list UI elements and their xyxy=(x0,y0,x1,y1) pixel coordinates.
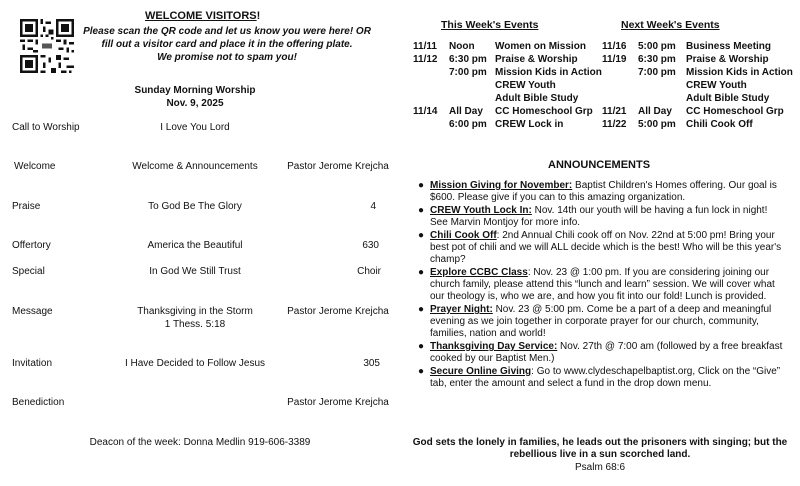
event-time: 5:00 pm xyxy=(638,41,676,52)
announcement-title: Explore CCBC Class xyxy=(430,267,528,278)
announcement-title: Thanksgiving Day Service: xyxy=(430,341,558,352)
announcement-text: : Go to www.clydeschapelbaptist.org, Click on the “Give” tab, enter the amount and select a fund in the drop down menu. xyxy=(430,366,781,389)
announcement-item xyxy=(416,341,786,365)
announcement-item xyxy=(416,304,786,340)
event-date: 11/22 xyxy=(602,119,627,130)
service-detail: Pastor Jerome Krejcha xyxy=(287,161,389,172)
service-content: I Have Decided to Follow Jesus xyxy=(124,358,266,369)
event-name: Women on Mission xyxy=(495,41,586,52)
deacon-of-week: Deacon of the week: Donna Medlin 919-606-3389 xyxy=(89,437,311,448)
announcement-title: Secure Online Giving xyxy=(430,366,532,377)
event-name: CREW Youth xyxy=(495,80,556,91)
event-time: 7:00 pm xyxy=(638,67,676,78)
bullet-icon: ● xyxy=(418,341,425,352)
welcome-line: fill out a visitor card and place it in the offering plate. xyxy=(101,39,353,50)
welcome-title-text: WELCOME VISITORS xyxy=(145,10,257,22)
announcement-title: CREW Youth Lock In: xyxy=(430,205,532,216)
announcement-text: Baptist Children's Homes offering. Our goal is $600. Please give if you can to this amazing organization. xyxy=(430,180,777,203)
service-content: I Love You Lord xyxy=(160,122,230,133)
worship-date: Nov. 9, 2025 xyxy=(166,98,224,109)
worship-title: Sunday Morning Worship xyxy=(134,85,256,96)
event-date: 11/21 xyxy=(602,106,627,117)
event-time: 6:30 pm xyxy=(449,54,487,65)
service-content: America the Beautiful xyxy=(147,240,243,251)
event-name: Business Meeting xyxy=(686,41,772,52)
service-detail: Pastor Jerome Krejcha xyxy=(287,306,389,317)
bullet-icon: ● xyxy=(418,304,425,315)
service-item: Offertory xyxy=(12,240,51,251)
verse-text: God sets the lonely in families, he leads out the prisoners with singing; but the rebellious live in a sun scorched land. xyxy=(412,437,788,460)
service-detail: Pastor Jerome Krejcha xyxy=(287,397,389,408)
welcome-title-suffix: ! xyxy=(256,10,261,22)
service-detail: 630 xyxy=(362,240,379,251)
event-name: Mission Kids in Action xyxy=(495,67,602,78)
event-time: All Day xyxy=(449,106,483,117)
service-item: Special xyxy=(12,266,45,277)
event-name: Adult Bible Study xyxy=(686,93,770,104)
event-time: Noon xyxy=(449,41,475,52)
service-item: Invitation xyxy=(12,358,53,369)
event-name: CC Homeschool Grp xyxy=(495,106,593,117)
service-detail: 305 xyxy=(363,358,380,369)
announcement-item xyxy=(416,205,786,229)
announcement-title: Prayer Night: xyxy=(430,304,493,315)
event-name: CC Homeschool Grp xyxy=(686,106,784,117)
announcement-item xyxy=(416,230,786,266)
announcement-text: Nov. 14th our youth will be having a fun lock in night! See Marvin Montjoy for more info. xyxy=(430,205,768,228)
announcement-item xyxy=(416,180,786,204)
announcement-text: Nov. 23 @ 5:00 pm. Come be a part of a deep and meaningful evening as we join together in corporate prayer for our church, community, families, nation and world! xyxy=(430,304,772,339)
event-name: Praise & Worship xyxy=(495,54,578,65)
event-date: 11/14 xyxy=(413,106,438,117)
bullet-icon: ● xyxy=(418,267,425,278)
event-time: 6:00 pm xyxy=(449,119,487,130)
event-time: 6:30 pm xyxy=(638,54,676,65)
service-item: Message xyxy=(12,306,53,317)
event-date: 11/12 xyxy=(413,54,438,65)
verse-reference: Psalm 68:6 xyxy=(574,462,626,473)
service-detail: Choir xyxy=(357,266,381,277)
this-week-events-title: This Week's Events xyxy=(441,19,539,31)
service-content: To God Be The Glory xyxy=(148,201,242,212)
announcement-text: : 2nd Annual Chili cook off on Nov. 22nd at 5:00 pm! Bring your best pot of chili and we will ALL decide which is the best! Who will be this year's champ? xyxy=(430,230,782,265)
bullet-icon: ● xyxy=(418,230,425,241)
event-name: Mission Kids in Action xyxy=(686,67,793,78)
event-date: 11/19 xyxy=(602,54,627,65)
event-time: 7:00 pm xyxy=(449,67,487,78)
worship-heading xyxy=(100,84,290,110)
event-name: Praise & Worship xyxy=(686,54,769,65)
service-item: Call to Worship xyxy=(12,122,80,133)
welcome-line: Please scan the QR code and let us know you were here! OR xyxy=(83,26,371,37)
announcement-item xyxy=(416,267,786,303)
service-item: Benediction xyxy=(12,397,65,408)
announcement-text: Nov. 27th @ 7:00 am (followed by a free breakfast cooked by our Baptist Men.) xyxy=(430,341,783,364)
service-content: Thanksgiving in the Storm xyxy=(137,306,253,317)
event-name: CREW Youth xyxy=(686,80,747,91)
announcement-text: : Nov. 23 @ 1:00 pm. If you are considering joining our church family, please attend this “lunch and learn” session. We will cover what our theology is, who we are, and how you fit into our fold! Lunch is provided. xyxy=(430,267,775,302)
service-detail: 4 xyxy=(370,201,376,212)
event-time: All Day xyxy=(638,106,672,117)
announcement-item xyxy=(416,366,786,390)
welcome-line: We promise not to spam you! xyxy=(157,52,297,63)
announcement-title: Chili Cook Off xyxy=(430,230,497,241)
service-item: Welcome xyxy=(14,161,56,172)
event-name: Adult Bible Study xyxy=(495,93,579,104)
bullet-icon: ● xyxy=(418,366,425,377)
welcome-message xyxy=(82,25,372,64)
event-date: 11/11 xyxy=(413,41,437,52)
event-time: 5:00 pm xyxy=(638,119,676,130)
next-week-events-title: Next Week's Events xyxy=(621,19,720,31)
event-name: CREW Lock in xyxy=(495,119,564,130)
event-date: 11/16 xyxy=(602,41,627,52)
service-scripture: 1 Thess. 5:18 xyxy=(164,319,226,330)
announcements-title: ANNOUNCEMENTS xyxy=(548,159,651,171)
announcements-list xyxy=(416,180,786,391)
welcome-title xyxy=(145,10,260,22)
bullet-icon: ● xyxy=(418,180,425,191)
service-content: Welcome & Announcements xyxy=(132,161,258,172)
service-item: Praise xyxy=(12,201,41,212)
announcement-title: Mission Giving for November: xyxy=(430,180,573,191)
event-name: Chili Cook Off xyxy=(686,119,753,130)
qr-code-icon[interactable] xyxy=(20,19,74,73)
bullet-icon: ● xyxy=(418,205,425,216)
service-content: In God We Still Trust xyxy=(149,266,241,277)
